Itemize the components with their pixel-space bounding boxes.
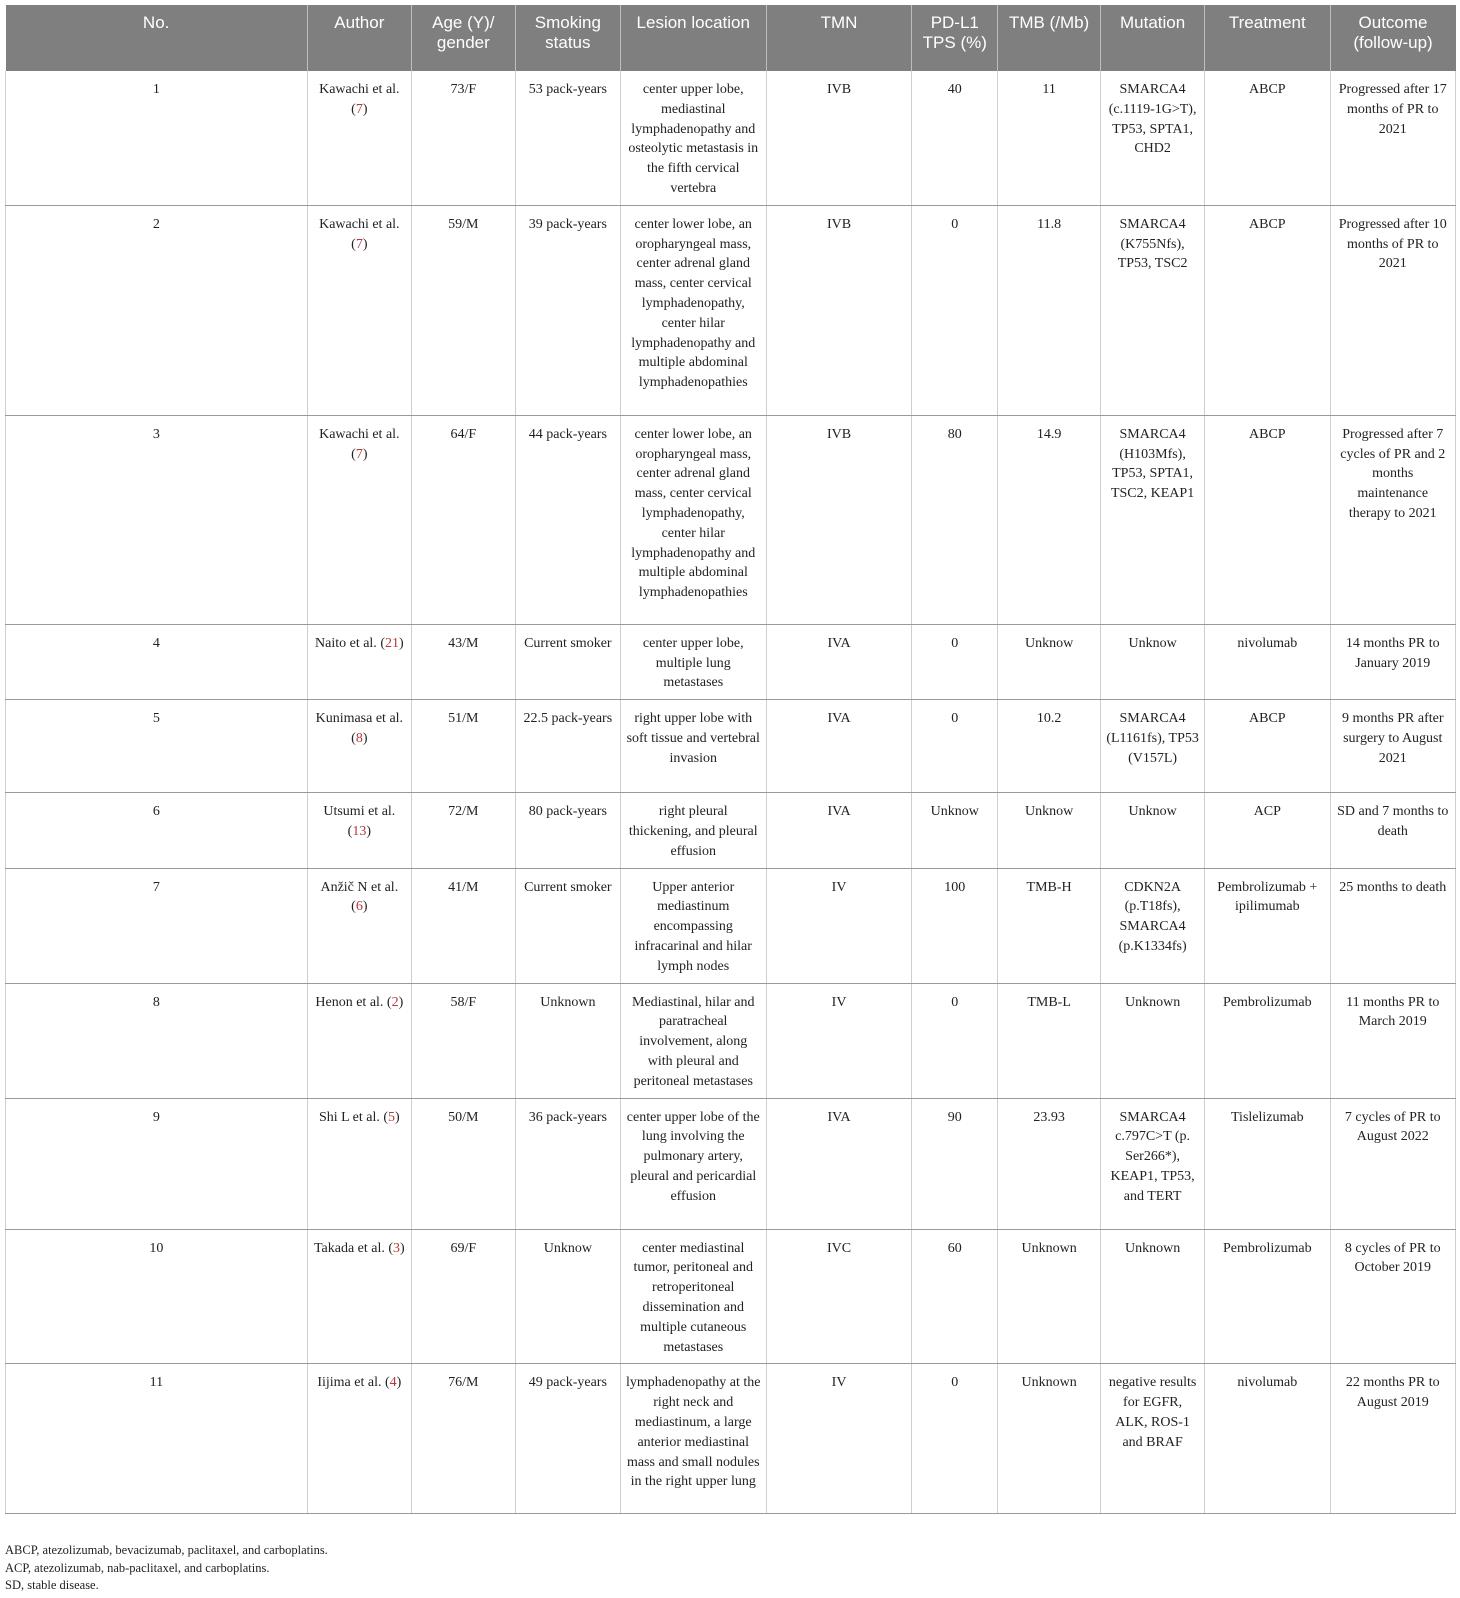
- footnotes: [5, 1542, 328, 1595]
- cell-mutation: SMARCA4 (c.1119-1G>T), TP53, SPTA1, CHD2: [1101, 71, 1205, 205]
- cell-tmb: 14.9: [998, 415, 1101, 624]
- header-outcome: Outcome (follow-up): [1330, 5, 1455, 71]
- cell-no: 8: [6, 983, 308, 1098]
- cell-outcome: SD and 7 months to death: [1330, 793, 1455, 868]
- cell-lesion: center lower lobe, an oropharyngeal mass, center adrenal gland mass, center cervical lymphadenopathy, center hilar lymphadenopathy and multiple abdominal lymphadenopathies: [620, 205, 766, 415]
- cell-no: 4: [6, 624, 308, 699]
- author-name: Kawachi et al.: [319, 82, 400, 97]
- cell-no: 10: [6, 1229, 308, 1364]
- cell-treatment: ABCP: [1205, 700, 1330, 793]
- header-smoking-status: Smoking status: [515, 5, 620, 71]
- author-name: Utsumi et al.: [323, 804, 396, 820]
- table-row: [6, 1098, 1456, 1229]
- header-mutation: Mutation: [1101, 5, 1205, 71]
- cell-outcome: 9 months PR after surgery to August 2021: [1330, 700, 1455, 793]
- cell-pdl1: 0: [912, 205, 998, 415]
- cell-pdl1: 0: [912, 624, 998, 699]
- cell-lesion: right pleural thickening, and pleural effusion: [620, 793, 766, 868]
- ref-open: (: [383, 994, 392, 1010]
- cell-author: [307, 205, 411, 415]
- cell-treatment: Tislelizumab: [1205, 1098, 1330, 1229]
- cell-no: 2: [6, 205, 308, 415]
- table-row: [6, 983, 1456, 1098]
- cell-treatment: Pembrolizumab + ipilimumab: [1205, 868, 1330, 983]
- header-age-gender: Age (Y)/ gender: [411, 5, 515, 71]
- ref-close: ): [362, 101, 368, 117]
- cell-treatment: ACP: [1205, 793, 1330, 868]
- ref-close: ): [400, 1240, 405, 1256]
- cell-no: 1: [6, 71, 308, 205]
- cell-tmb: Unknow: [998, 793, 1101, 868]
- cell-outcome: Progressed after 10 months of PR to 2021: [1330, 205, 1455, 415]
- author-name: Kawachi et al.: [319, 216, 400, 232]
- header-treatment: Treatment: [1205, 5, 1330, 71]
- cell-tmn: IVA: [766, 793, 912, 868]
- header-pdl1: PD-L1 TPS (%): [912, 5, 998, 71]
- cell-author: [307, 700, 411, 793]
- ref-open: (: [384, 1240, 394, 1256]
- cell-mutation: CDKN2A (p.T18fs), SMARCA4 (p.K1334fs): [1101, 868, 1205, 983]
- header-tmb: TMB (/Mb): [998, 5, 1101, 71]
- cell-smoking: 36 pack-years: [515, 1098, 620, 1229]
- cell-author: [307, 1098, 411, 1229]
- cell-outcome: 8 cycles of PR to October 2019: [1330, 1229, 1455, 1364]
- table-body: [6, 71, 1456, 1514]
- cell-author: [307, 71, 411, 205]
- cell-lesion: right upper lobe with soft tissue and vertebral invasion: [620, 700, 766, 793]
- cell-tmn: IVB: [766, 415, 912, 624]
- ref-open: (: [381, 1375, 390, 1391]
- ref-close: ): [362, 446, 368, 462]
- reference-link[interactable]: 7: [355, 101, 363, 117]
- ref-open: (: [351, 730, 356, 746]
- cell-treatment: Pembrolizumab: [1205, 1229, 1330, 1364]
- cell-treatment: nivolumab: [1205, 624, 1330, 699]
- cell-tmn: IV: [766, 868, 912, 983]
- cell-no: 9: [6, 1098, 308, 1229]
- cell-lesion: center upper lobe, mediastinal lymphadenopathy and osteolytic metastasis in the fifth cervical vertebra: [620, 71, 766, 205]
- cell-author: [307, 415, 411, 624]
- cell-lesion: center mediastinal tumor, peritoneal and retroperitoneal dissemination and multiple cutaneous metastases: [620, 1229, 766, 1364]
- cell-lesion: center upper lobe of the lung involving the pulmonary artery, pleural and pericardial effusion: [620, 1098, 766, 1229]
- ref-open: (: [351, 101, 356, 117]
- footnote-abcp: ABCP, atezolizumab, bevacizumab, paclitaxel, and carboplatins.: [5, 1543, 328, 1557]
- cell-author: [307, 868, 411, 983]
- cell-smoking: 22.5 pack-years: [515, 700, 620, 793]
- table-row: [6, 71, 1456, 205]
- reference-link[interactable]: 13: [352, 823, 367, 839]
- reference-link[interactable]: 5: [388, 1109, 396, 1125]
- author-name: Shi L et al.: [318, 1109, 380, 1125]
- cell-tmn: IV: [766, 1364, 912, 1514]
- cell-pdl1: 0: [912, 700, 998, 793]
- reference-link[interactable]: 21: [384, 635, 399, 651]
- cell-age: 43/M: [411, 624, 515, 699]
- ref-open: (: [351, 236, 356, 252]
- cell-no: 5: [6, 700, 308, 793]
- cell-tmn: IVA: [766, 624, 912, 699]
- cell-smoking: Unknow: [515, 1229, 620, 1364]
- cell-tmb: Unknow: [998, 624, 1101, 699]
- author-name: Naito et al.: [315, 635, 377, 651]
- cell-pdl1: 90: [912, 1098, 998, 1229]
- ref-close: ): [366, 823, 371, 839]
- cell-age: 58/F: [411, 983, 515, 1098]
- cell-age: 59/M: [411, 205, 515, 415]
- reference-link[interactable]: 4: [389, 1375, 397, 1391]
- cell-treatment: nivolumab: [1205, 1364, 1330, 1514]
- author-name: Anžič N et al.: [320, 879, 399, 895]
- cell-tmb: Unknown: [998, 1364, 1101, 1514]
- author-name: Iijima et al.: [317, 1375, 382, 1391]
- table-row: [6, 1364, 1456, 1514]
- cell-mutation: SMARCA4 (L1161fs), TP53 (V157L): [1101, 700, 1205, 793]
- cell-age: 72/M: [411, 793, 515, 868]
- cell-smoking: 80 pack-years: [515, 793, 620, 868]
- cell-no: 6: [6, 793, 308, 868]
- cell-tmb: 11: [998, 71, 1101, 205]
- cell-tmn: IVC: [766, 1229, 912, 1364]
- cell-no: 11: [6, 1364, 308, 1514]
- cell-age: 50/M: [411, 1098, 515, 1229]
- header-tmn: TMN: [766, 5, 912, 71]
- cell-lesion: center upper lobe, multiple lung metastases: [620, 624, 766, 699]
- reference-link[interactable]: 2: [391, 994, 399, 1010]
- cell-outcome: 7 cycles of PR to August 2022: [1330, 1098, 1455, 1229]
- cell-tmb: 10.2: [998, 700, 1101, 793]
- table-row: [6, 624, 1456, 699]
- cell-outcome: 25 months to death: [1330, 868, 1455, 983]
- cell-pdl1: 60: [912, 1229, 998, 1364]
- cell-age: 64/F: [411, 415, 515, 624]
- cell-pdl1: 0: [912, 983, 998, 1098]
- cell-age: 76/M: [411, 1364, 515, 1514]
- ref-open: (: [347, 823, 353, 839]
- cell-mutation: SMARCA4 (H103Mfs), TP53, SPTA1, TSC2, KEAP1: [1101, 415, 1205, 624]
- reference-link[interactable]: 6: [355, 899, 363, 915]
- cell-mutation: Unknown: [1101, 1229, 1205, 1364]
- table-row: [6, 415, 1456, 624]
- cell-mutation: Unknow: [1101, 793, 1205, 868]
- ref-close: ): [398, 635, 404, 651]
- reference-link[interactable]: 8: [355, 730, 363, 746]
- cell-lesion: Upper anterior mediastinum encompassing infracarinal and hilar lymph nodes: [620, 868, 766, 983]
- author-name: Kawachi et al.: [319, 426, 400, 442]
- ref-close: ): [395, 1109, 400, 1125]
- table-row: [6, 1229, 1456, 1364]
- cell-mutation: Unknow: [1101, 624, 1205, 699]
- header-lesion-location: Lesion location: [620, 5, 766, 71]
- cell-outcome: 11 months PR to March 2019: [1330, 983, 1455, 1098]
- cell-age: 73/F: [411, 71, 515, 205]
- author-name: Henon et al.: [315, 994, 384, 1010]
- cell-tmb: 11.8: [998, 205, 1101, 415]
- cell-pdl1: 80: [912, 415, 998, 624]
- header-no: No.: [6, 5, 308, 71]
- ref-close: ): [362, 730, 368, 746]
- cell-author: [307, 1229, 411, 1364]
- cell-smoking: Unknown: [515, 983, 620, 1098]
- cell-age: 41/M: [411, 868, 515, 983]
- cell-pdl1: 40: [912, 71, 998, 205]
- cell-tmn: IVA: [766, 1098, 912, 1229]
- header-row: [6, 5, 1456, 71]
- ref-open: (: [351, 446, 356, 462]
- cell-age: 69/F: [411, 1229, 515, 1364]
- cell-author: [307, 983, 411, 1098]
- footnote-acp: ACP, atezolizumab, nab-paclitaxel, and carboplatins.: [5, 1560, 270, 1575]
- cell-mutation: Unknown: [1101, 983, 1205, 1098]
- table-row: [6, 205, 1456, 415]
- cell-smoking: 44 pack-years: [515, 415, 620, 624]
- cell-tmn: IVA: [766, 700, 912, 793]
- cell-tmn: IVB: [766, 71, 912, 205]
- table-row: [6, 868, 1456, 983]
- cell-smoking: 39 pack-years: [515, 205, 620, 415]
- cell-lesion: center lower lobe, an oropharyngeal mass, center adrenal gland mass, center cervical lymphadenopathy, center hilar lymphadenopathy and multiple abdominal lymphadenopathies: [620, 415, 766, 624]
- cell-tmb: Unknown: [998, 1229, 1101, 1364]
- cell-outcome: Progressed after 7 cycles of PR and 2 months maintenance therapy to 2021: [1330, 415, 1455, 624]
- cell-author: [307, 624, 411, 699]
- cell-treatment: ABCP: [1205, 415, 1330, 624]
- cell-smoking: 53 pack-years: [515, 71, 620, 205]
- cell-no: 7: [6, 868, 308, 983]
- cell-smoking: 49 pack-years: [515, 1364, 620, 1514]
- reference-link[interactable]: 7: [355, 446, 363, 462]
- cell-author: [307, 793, 411, 868]
- cell-smoking: Current smoker: [515, 624, 620, 699]
- ref-close: ): [362, 236, 368, 252]
- table-row: [6, 793, 1456, 868]
- cell-age: 51/M: [411, 700, 515, 793]
- table-row: [6, 700, 1456, 793]
- cell-pdl1: 100: [912, 868, 998, 983]
- cell-treatment: ABCP: [1205, 205, 1330, 415]
- author-name: Kunimasa et al.: [315, 711, 404, 727]
- cell-tmn: IV: [766, 983, 912, 1098]
- cell-mutation: SMARCA4 (K755Nfs), TP53, TSC2: [1101, 205, 1205, 415]
- cell-mutation: negative results for EGFR, ALK, ROS-1 and BRAF: [1101, 1364, 1205, 1514]
- case-table: [5, 5, 1456, 1514]
- ref-open: (: [376, 635, 385, 651]
- ref-close: ): [398, 994, 404, 1010]
- footnote-sd: SD, stable disease.: [5, 1578, 99, 1592]
- cell-outcome: Progressed after 17 months of PR to 2021: [1330, 71, 1455, 205]
- cell-smoking: Current smoker: [515, 868, 620, 983]
- cell-outcome: 14 months PR to January 2019: [1330, 624, 1455, 699]
- ref-close: ): [362, 899, 368, 915]
- cell-lesion: Mediastinal, hilar and paratracheal involvement, along with pleural and peritoneal metastases: [620, 983, 766, 1098]
- cell-treatment: ABCP: [1205, 71, 1330, 205]
- header-author: Author: [307, 5, 411, 71]
- ref-open: (: [351, 899, 356, 915]
- cell-lesion: lymphadenopathy at the right neck and mediastinum, a large anterior mediastinal mass and small nodules in the right upper lung: [620, 1364, 766, 1514]
- cell-tmn: IVB: [766, 205, 912, 415]
- author-name: Takada et al.: [313, 1240, 385, 1256]
- cell-treatment: Pembrolizumab: [1205, 983, 1330, 1098]
- cell-tmb: 23.93: [998, 1098, 1101, 1229]
- cell-outcome: 22 months PR to August 2019: [1330, 1364, 1455, 1514]
- reference-link[interactable]: 3: [393, 1240, 401, 1256]
- cell-tmb: TMB-L: [998, 983, 1101, 1098]
- cell-pdl1: 0: [912, 1364, 998, 1514]
- reference-link[interactable]: 7: [355, 236, 363, 252]
- ref-open: (: [379, 1109, 389, 1125]
- cell-pdl1: Unknow: [912, 793, 998, 868]
- cell-mutation: SMARCA4 c.797C>T (p. Ser266*), KEAP1, TP53, and TERT: [1101, 1098, 1205, 1229]
- ref-close: ): [396, 1375, 402, 1391]
- cell-author: [307, 1364, 411, 1514]
- cell-no: 3: [6, 415, 308, 624]
- cell-tmb: TMB-H: [998, 868, 1101, 983]
